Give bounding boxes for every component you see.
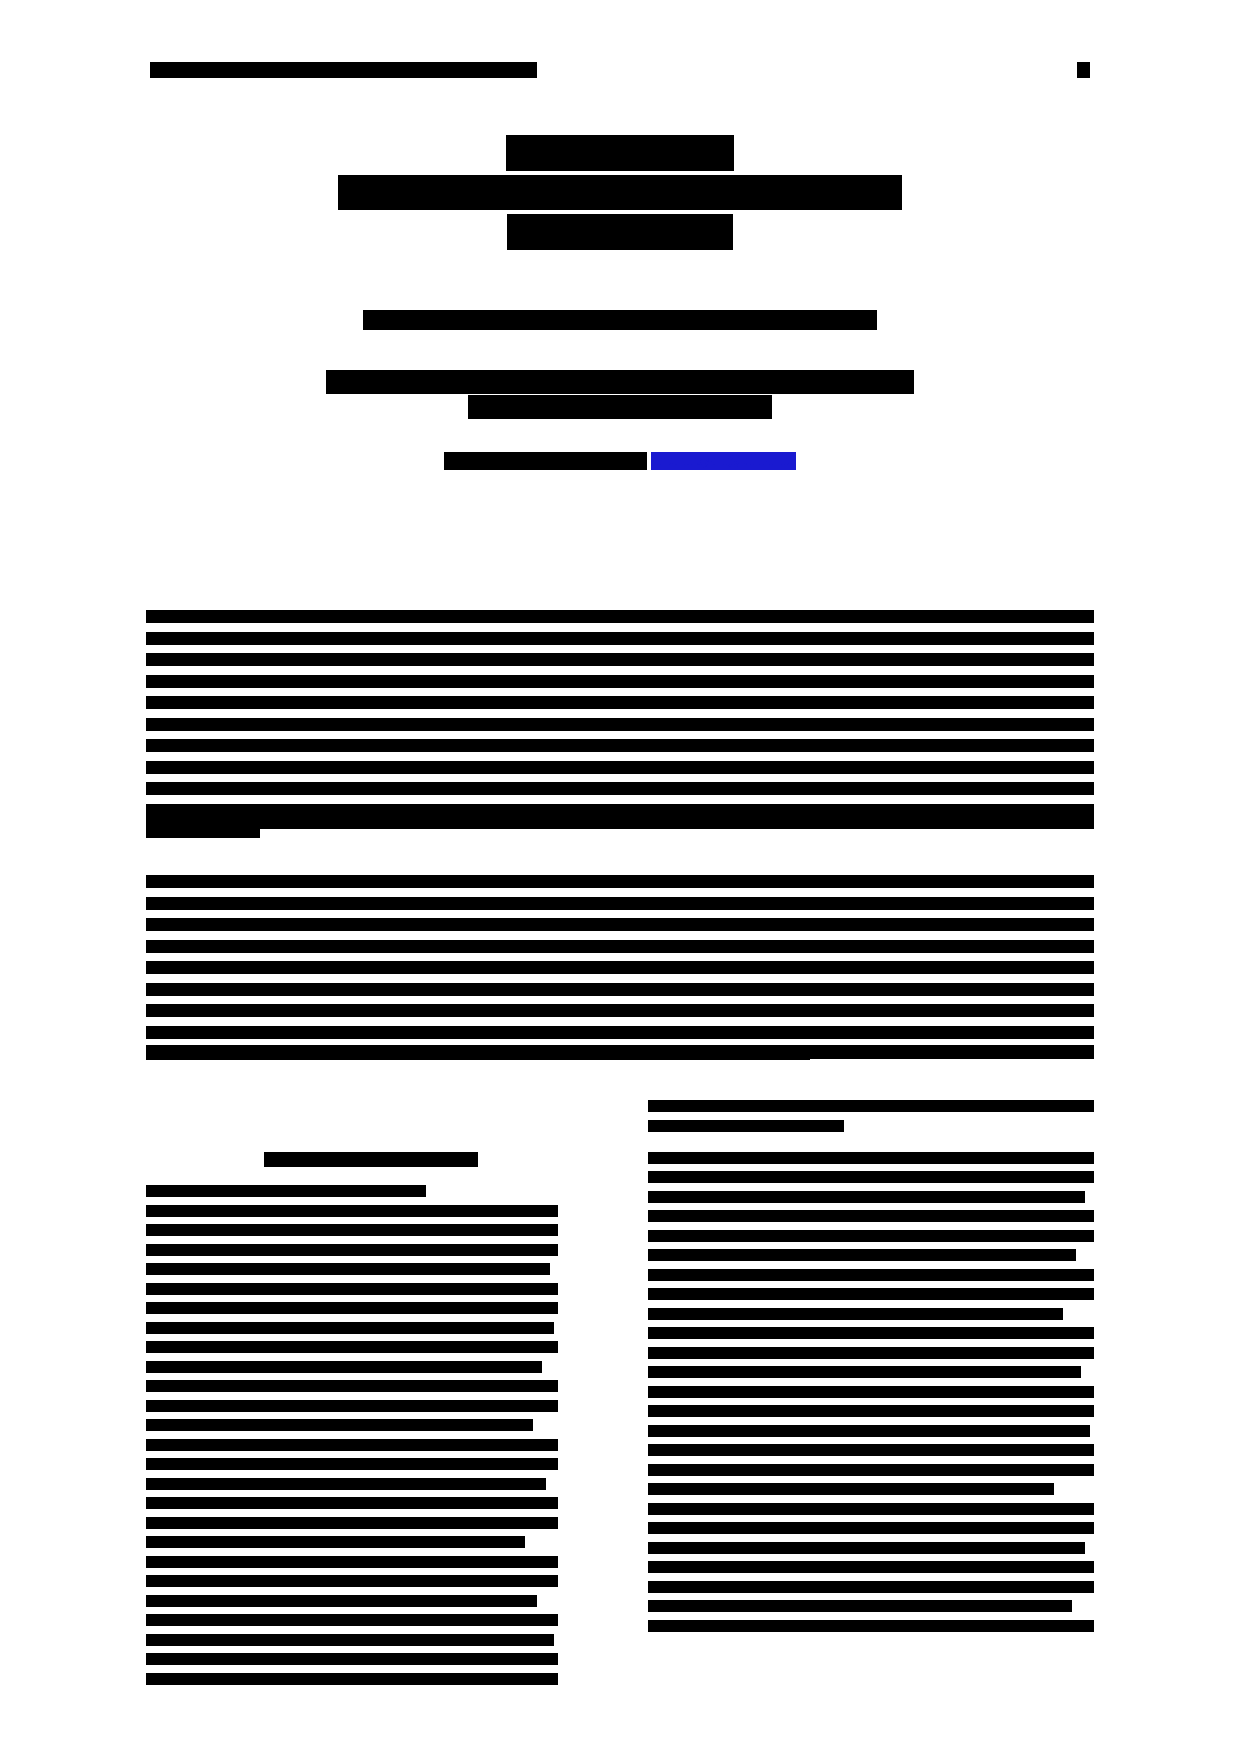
- affiliation-line-2: Jalan Kaliurang Km 14,5 Sleman Yogyakarta: [468, 395, 773, 419]
- col-right-line: [648, 1366, 1081, 1378]
- abstract-english: [146, 875, 1094, 1069]
- col-left-line: [146, 1595, 537, 1607]
- title-line-1-row: [150, 135, 1090, 171]
- abstract-id-text: [146, 847, 147, 848]
- affiliation-row-2: [150, 395, 1090, 420]
- author-names: Achmad Fauzan Hanantara, Rizqi Maulana Fajri, Ardiansyah Rahmadi: [365, 310, 875, 329]
- col-right-line: [648, 1347, 1094, 1359]
- col-right-line: [648, 1249, 1076, 1261]
- col-right-line: [648, 1386, 1094, 1398]
- title-line-2-row: [150, 175, 1090, 211]
- abstract-en-line: [146, 918, 1094, 931]
- col-left-line: [146, 1478, 546, 1490]
- abstract-en-line: [146, 983, 1094, 996]
- col-left-line: [146, 1224, 558, 1236]
- col-right-line: [648, 1288, 1094, 1300]
- col-left-line: [146, 1283, 558, 1295]
- page-title: [150, 135, 1090, 254]
- col-left-line: [146, 1497, 558, 1509]
- col-right-line: [648, 1561, 1094, 1573]
- col-right-line: [648, 1210, 1094, 1222]
- column-left: [146, 1152, 558, 1692]
- keywords-id-line: [146, 815, 1094, 829]
- col-right-line: [648, 1503, 1094, 1515]
- col-left-line: [146, 1439, 558, 1451]
- col-left-line: [146, 1205, 558, 1217]
- keywords-english: [146, 1045, 1094, 1068]
- running-head-journal: Jurnal Ilmiah Hukum dan Keadilan, Volume 8 Nomor 1 Tahun 2021: [150, 62, 538, 77]
- col-left-line: [146, 1575, 558, 1587]
- abstract-id-line: [146, 761, 1094, 774]
- abstract-id-line: [146, 653, 1094, 666]
- title-line-1: Tafsir Analisis Mistis: [506, 135, 734, 171]
- abstract-en-line: [146, 897, 1094, 910]
- running-head: [150, 62, 1090, 78]
- affiliation-line-1: Program Studi Ilmu Hukum, Fakultas Hukum, Universitas Islam Indonesia, Yogyakarta: [326, 370, 915, 394]
- column-right: [648, 1100, 1094, 1639]
- abstract-en-line: [146, 875, 1094, 888]
- col-right-line: [648, 1425, 1090, 1437]
- col-right-line: [648, 1464, 1094, 1476]
- affiliation-row-1: [150, 370, 1090, 395]
- col-left-line: [146, 1673, 558, 1685]
- abstract-id-line: [146, 675, 1094, 688]
- abstract-id-line: [146, 739, 1094, 752]
- col-right-line: [648, 1230, 1094, 1242]
- col-left-line: [146, 1517, 558, 1529]
- col-right-line: [648, 1152, 1094, 1164]
- col-left-line: [146, 1536, 525, 1548]
- section-heading-left: [264, 1152, 478, 1167]
- col-right-line: [648, 1171, 1094, 1183]
- abstract-en-text: [146, 1069, 147, 1070]
- col-left-line: [146, 1341, 558, 1353]
- col-left-line: [146, 1634, 554, 1646]
- col-right-line: [648, 1327, 1094, 1339]
- col-right-line: [648, 1191, 1085, 1203]
- abstract-en-line: [146, 1026, 1094, 1039]
- abstract-id-line: [146, 696, 1094, 709]
- col-right-line: [648, 1581, 1094, 1593]
- col-left-line: [146, 1380, 558, 1392]
- abstract-en-line: [146, 961, 1094, 974]
- col-right-line: [648, 1405, 1094, 1417]
- abstract-en-line: [146, 1004, 1094, 1017]
- col-left-line: [146, 1419, 533, 1431]
- col-left-line: [146, 1614, 558, 1626]
- keywords-indonesian: [146, 815, 1094, 838]
- abstract-id-line: [146, 718, 1094, 731]
- col-right-line: [648, 1620, 1094, 1632]
- col-left-line: [146, 1302, 558, 1314]
- affiliation-block: [150, 370, 1090, 420]
- abstract-id-line: [146, 610, 1094, 623]
- col-right-line: [648, 1522, 1094, 1534]
- col-left-line: [146, 1185, 426, 1197]
- abstract-id-line: [146, 782, 1094, 795]
- col-left-line: [146, 1556, 558, 1568]
- correspondence-label: Koresponden Penulis, e-mail :: [446, 452, 645, 469]
- col-left-line: [146, 1653, 558, 1665]
- col-left-line: [146, 1361, 542, 1373]
- col-left-line: [146, 1322, 554, 1334]
- abstract-en-line: [146, 940, 1094, 953]
- title-line-2: Originalis, Tekstualis, dan Perbandingannya dengan: [338, 175, 902, 211]
- col-left-line: [146, 1263, 550, 1275]
- col-left-line: [146, 1458, 558, 1470]
- col-right-line: [648, 1100, 1094, 1112]
- abstract-indonesian: [146, 610, 1094, 847]
- col-left-line: [146, 1400, 558, 1412]
- correspondence-email-link[interactable]: ardiansyah@uii.ac.id: [652, 452, 794, 469]
- page-number: 21: [1076, 62, 1090, 77]
- col-right-line: [648, 1269, 1094, 1281]
- author-list: [150, 310, 1090, 330]
- title-line-3: Hukum dalam Kitab: [507, 214, 733, 250]
- col-left-line: [146, 1244, 558, 1256]
- col-right-line: [648, 1542, 1085, 1554]
- col-right-line: [648, 1120, 844, 1132]
- col-right-line: [648, 1444, 1094, 1456]
- col-right-line: [648, 1483, 1054, 1495]
- correspondence-row: [150, 452, 1090, 470]
- col-right-line: [648, 1308, 1063, 1320]
- abstract-id-line: [146, 632, 1094, 645]
- col-right-line: [648, 1600, 1072, 1612]
- title-line-3-row: [150, 214, 1090, 250]
- keywords-en-line: [146, 1045, 1094, 1059]
